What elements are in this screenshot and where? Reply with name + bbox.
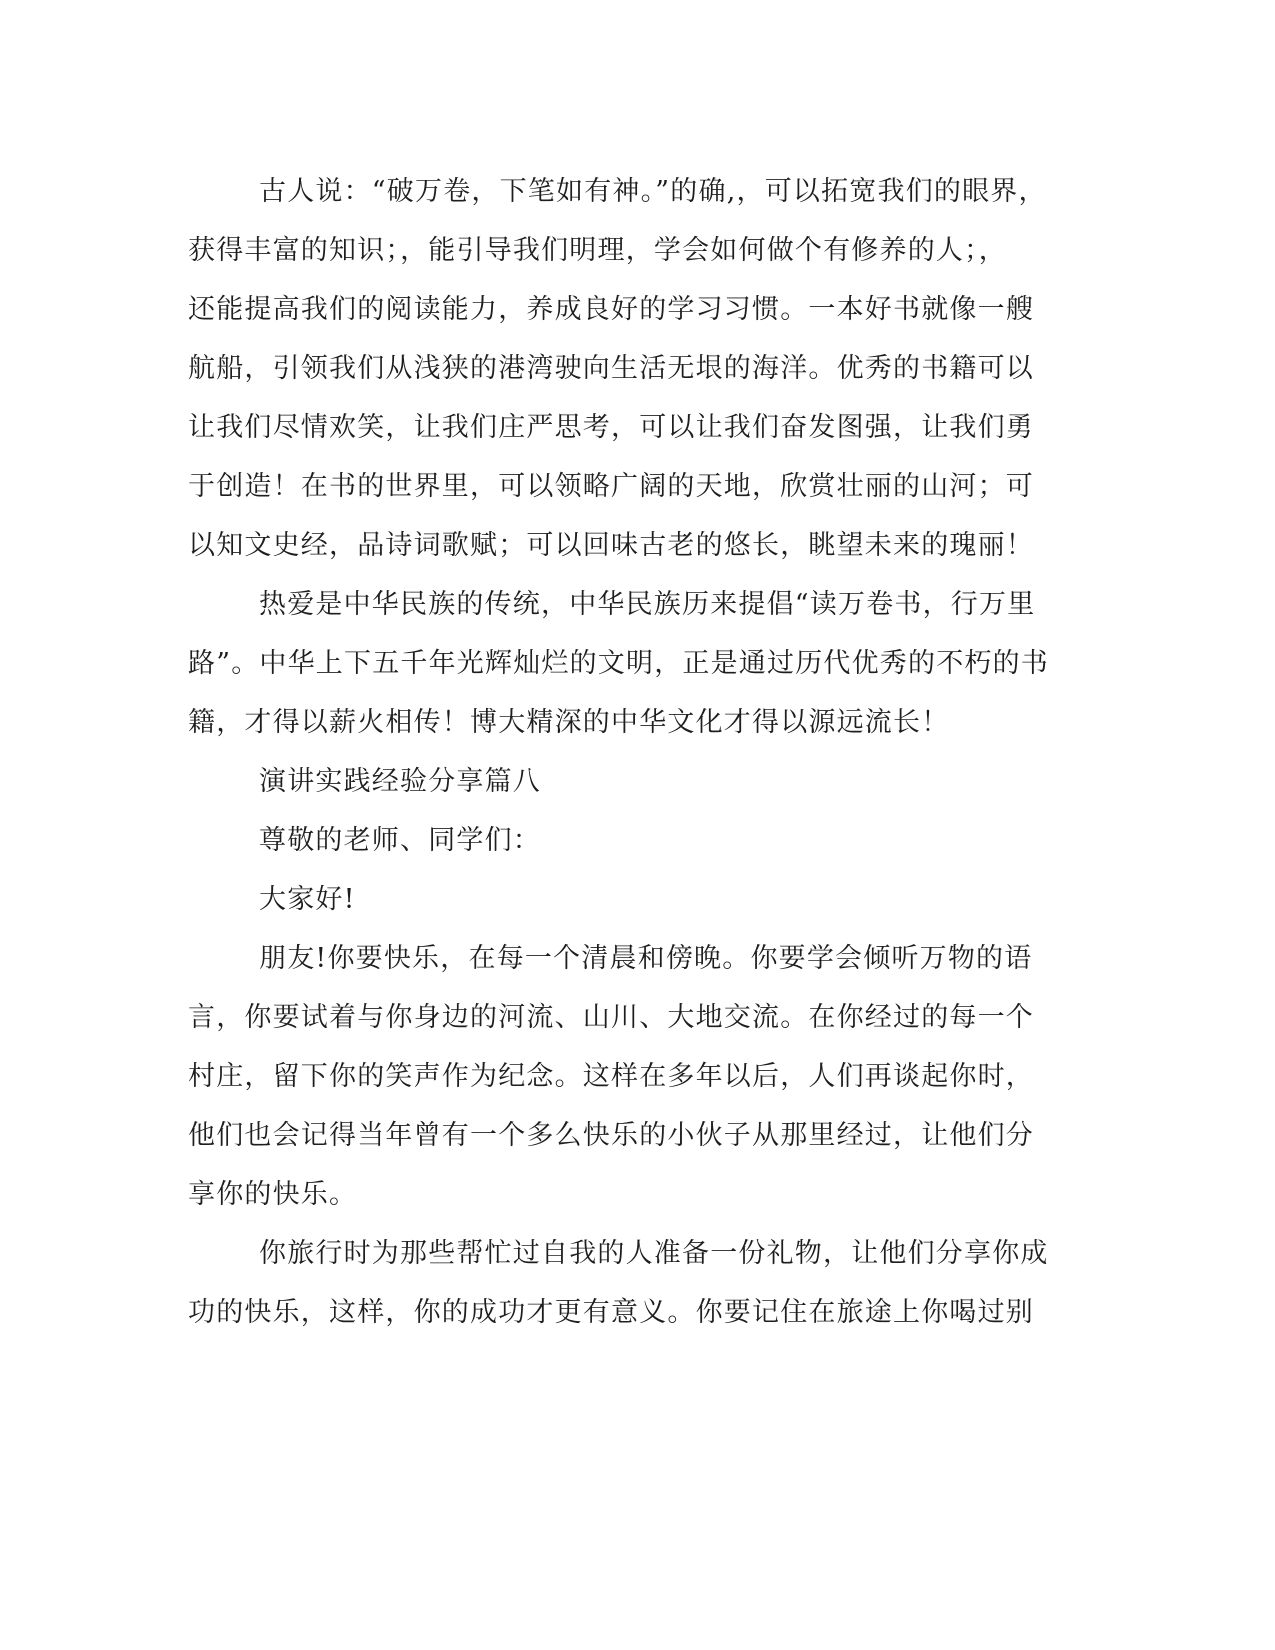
text-line: 热爱是中华民族的传统，中华民族历来提倡“读万卷书，行万里 bbox=[259, 589, 1036, 620]
text-line: 功的快乐，这样，你的成功才更有意义。你要记住在旅途上你喝过别 bbox=[188, 1297, 1034, 1328]
text-line: 以知文史经，品诗词歌赋；可以回味古老的悠长，眺望未来的瑰丽！ bbox=[188, 530, 1034, 561]
text-line: 他们也会记得当年曾有一个多么快乐的小伙子从那里经过，让他们分 bbox=[188, 1120, 1034, 1151]
section-heading: 演讲实践经验分享篇八 bbox=[259, 766, 541, 797]
text-line: 朋友!你要快乐，在每一个清晨和傍晚。你要学会倾听万物的语 bbox=[259, 943, 1033, 974]
document-body bbox=[188, 162, 1068, 1342]
text-line: 村庄，留下你的笑声作为纪念。这样在多年以后，人们再谈起你时， bbox=[188, 1061, 1034, 1092]
text-line: 于创造！在书的世界里，可以领略广阔的天地，欣赏壮丽的山河；可 bbox=[188, 471, 1034, 502]
salutation: 尊敬的老师、同学们： bbox=[259, 825, 541, 856]
greeting: 大家好! bbox=[259, 884, 356, 915]
text-line: 获得丰富的知识；，能引导我们明理，学会如何做个有修养的人；， bbox=[188, 235, 1007, 266]
text-line: 言，你要试着与你身边的河流、山川、大地交流。在你经过的每一个 bbox=[188, 1002, 1034, 1033]
text-line: 航船，引领我们从浅狭的港湾驶向生活无垠的海洋。优秀的书籍可以 bbox=[188, 353, 1034, 384]
text-line: 你旅行时为那些帮忙过自我的人准备一份礼物，让他们分享你成 bbox=[259, 1238, 1049, 1269]
text-line: 籍，才得以薪火相传！博大精深的中华文化才得以源远流长！ bbox=[188, 707, 950, 738]
text-line: 让我们尽情欢笑，让我们庄严思考，可以让我们奋发图强，让我们勇 bbox=[188, 412, 1034, 443]
text-line: 路”。中华上下五千年光辉灿烂的文明，正是通过历代优秀的不朽的书 bbox=[188, 648, 1050, 679]
text-line: 还能提高我们的阅读能力，养成良好的学习习惯。一本好书就像一艘 bbox=[188, 294, 1034, 325]
text-line: 享你的快乐。 bbox=[188, 1179, 358, 1210]
text-line: 古人说：“破万卷，下笔如有神。”的确,，可以拓宽我们的眼界， bbox=[259, 176, 1047, 207]
